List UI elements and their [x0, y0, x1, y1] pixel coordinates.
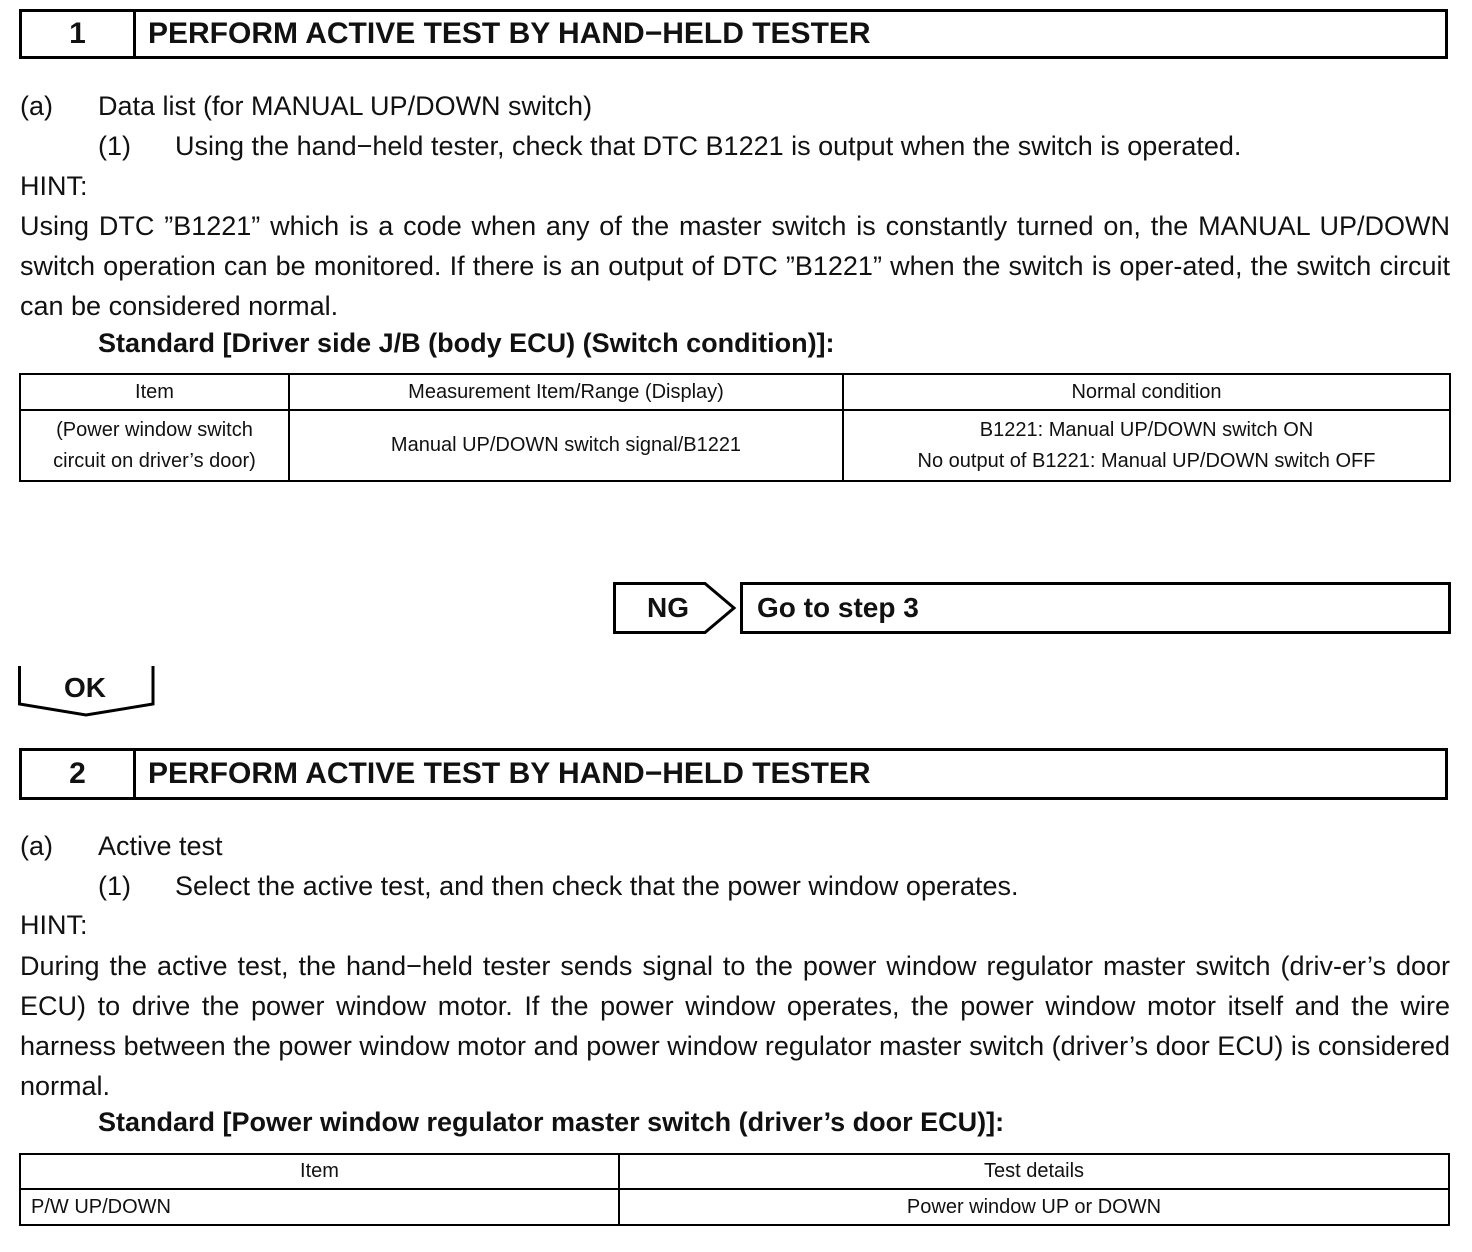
table-header: Normal condition [843, 374, 1450, 410]
table-header: Item [20, 374, 289, 410]
table-header: Item [20, 1154, 619, 1189]
item-label: (a) [20, 831, 53, 861]
step-number: 1 [22, 12, 136, 56]
step-1-header [19, 9, 1448, 59]
sub-item-label: (1) [98, 131, 131, 161]
table-cell-item [20, 410, 289, 481]
cell-line: (Power window switch [56, 418, 253, 441]
cell-line: No output of B1221: Manual UP/DOWN switch OFF [917, 449, 1376, 472]
spec-table-2 [19, 1153, 1450, 1226]
standard-heading: Standard [Driver side J/B (body ECU) (Switch condition)]: [98, 328, 835, 358]
step-number: 2 [22, 751, 136, 797]
table-header: Test details [619, 1154, 1449, 1189]
spec-table-1 [19, 373, 1451, 482]
table-header-row [20, 374, 1450, 410]
sub-item-label: (1) [98, 871, 131, 901]
ng-label: NG [647, 592, 689, 623]
table-cell-measurement: Manual UP/DOWN switch signal/B1221 [289, 410, 843, 481]
step-1-a-line [20, 89, 592, 123]
hint-label: HINT: [20, 910, 88, 940]
table-cell-item: P/W UP/DOWN [20, 1189, 619, 1225]
goto-step-3-box[interactable] [740, 582, 1451, 634]
hint-text: Using DTC ”B1221” which is a code when any of the master switch is constantly turned on, the MANUAL UP/DOWN switch operation can be monitored. If there is an output of DTC ”B1221” when the switch is oper-ated, the switch circuit can be considered normal. [20, 211, 1450, 321]
ok-label: OK [64, 672, 106, 703]
table-cell-normal [843, 410, 1450, 481]
step-title: PERFORM ACTIVE TEST BY HAND−HELD TESTER [148, 17, 871, 50]
table-cell-details: Power window UP or DOWN [619, 1189, 1449, 1225]
hint-label: HINT: [20, 171, 88, 201]
table-row [20, 410, 1450, 481]
step-2-header [19, 748, 1448, 800]
table-header: Measurement Item/Range (Display) [289, 374, 843, 410]
sub-item-text: Select the active test, and then check that the power window operates. [175, 871, 1019, 901]
ng-arrow [613, 582, 737, 634]
cell-line: circuit on driver’s door) [53, 449, 256, 472]
item-text: Data list (for MANUAL UP/DOWN switch) [98, 91, 593, 121]
cell-line: B1221: Manual UP/DOWN switch ON [979, 418, 1314, 441]
step-title: PERFORM ACTIVE TEST BY HAND−HELD TESTER [148, 757, 871, 790]
item-text: Active test [98, 831, 223, 861]
step-2-sub-line [98, 869, 1019, 903]
table-row [20, 1189, 1449, 1225]
hint-text: During the active test, the hand−held tester sends signal to the power window regulator master switch (driv-er’s door ECU) to drive the power window motor. If the power window operates, the power window motor itself and the wire harness between the power window motor and power window regulator master switch (driver’s door ECU) is considered normal. [20, 951, 1450, 1101]
item-label: (a) [20, 91, 53, 121]
ok-arrow [18, 664, 156, 718]
standard-heading: Standard [Power window regulator master switch (driver’s door ECU)]: [98, 1107, 1005, 1137]
table-header-row [20, 1154, 1449, 1189]
step-1-sub-line [98, 129, 1241, 163]
goto-label: Go to step 3 [757, 592, 919, 623]
step-2-a-line [20, 829, 223, 863]
sub-item-text: Using the hand−held tester, check that DTC B1221 is output when the switch is operated. [175, 131, 1242, 161]
